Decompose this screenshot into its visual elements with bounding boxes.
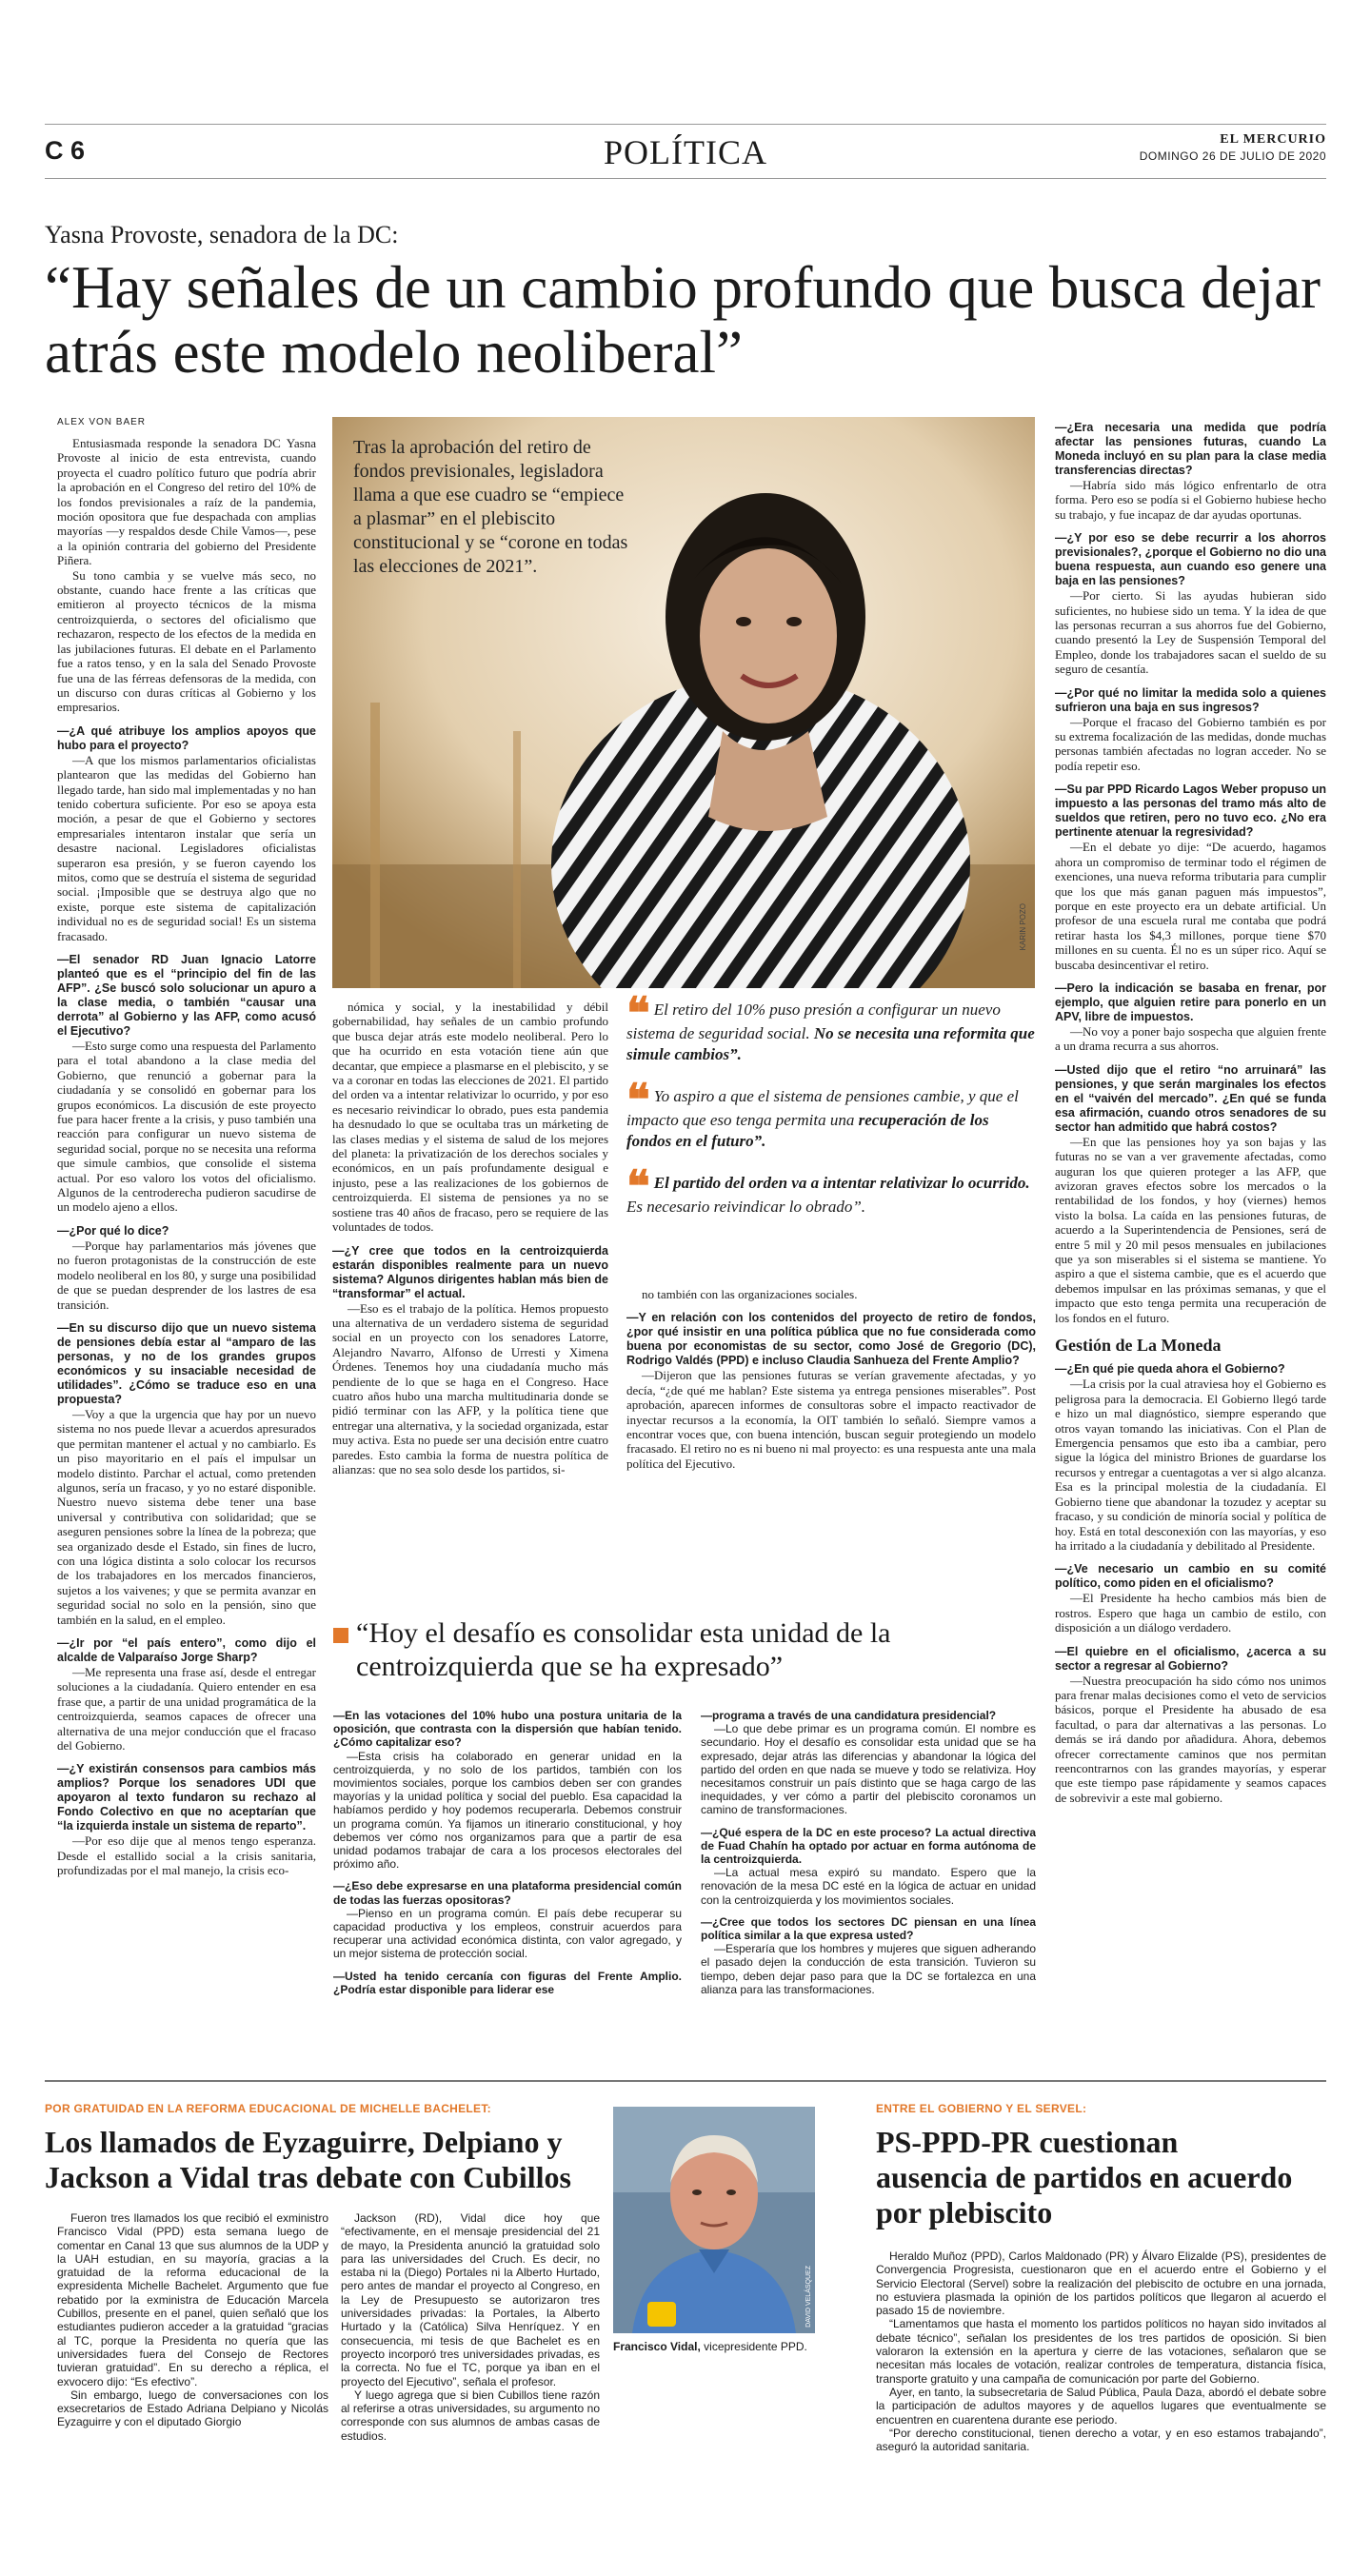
interview-answer: — El Presidente ha hecho cambios más bien de rostros. Espero que haga un cambio de estilo, con disposición a un diálogo verdadero. (1055, 1591, 1326, 1635)
caption-role: vicepresidente PPD. (700, 2340, 807, 2353)
interview-answer: — A que los mismos parlamentarios oficialistas plantearon que las medidas del Gobierno han llegado tarde, han sido mal implementadas y no han tenido cobertura suficiente. Por eso se apoya esta moción, a pesar de que el Gobierno y sectores empresariales intentaron instalar que sería un desastre nacional. Legisladores oficialistas superaron esa presión, y se fueron cayendo los mitos, como que se destruía el sistema de seguridad social. ¡Imposible que se destruya algo que no existe, porque este sistema de capitalización individual no es de seguridad social! Es un sistema fracasado. (57, 753, 316, 943)
interview-answer: — Esto surge como una respuesta del Parlamento para el total abandono a la clase media del Gobierno, que renunció a gobernar para la ciudadanía y se consolidó en gobernar para los grupos económicos. La discusión de este proyecto fue para hacer frente a la crisis, y puso también una reacción para configurar un nuevo sistema de seguridad social, porque no se necesita una reforma que simule cambios, que consolide el sistema actual. Por eso valoro los votos del oficialismo. Algunos de la centroderecha pudieron sacudirse de un modelo ajeno a ellos. (57, 1039, 316, 1215)
masthead (1140, 132, 1326, 163)
quote-mark-icon: ❝ (626, 1076, 650, 1124)
paragraph: Heraldo Muñoz (PPD), Carlos Maldonado (PR) y Álvaro Elizalde (PS), presidentes de Convergencia Progresista, cuestionaron que en el acuerdo entre el Gobierno y el Servicio Electoral (Servel) sobre la realización del plebiscito de octubre en una jornada, no estuviera plasmada la opinión de los partidos políticos que llegaron al acuerdo el pasado 15 de noviembre. (876, 2249, 1326, 2318)
interview-answer: — No voy a poner bajo sospecha que alguien frente a un drama recurra a sus ahorros. (1055, 1024, 1326, 1054)
interview-question: — ¿Ve necesario un cambio en su comité político, como piden en el oficialismo? (1055, 1562, 1326, 1591)
paragraph: Ayer, en tanto, la subsecretaria de Salud Pública, Paula Daza, abordó el debate sobre la participación de adultos mayores y de aquellos lugares que eventualmente se encuentren en cuarentena durante ese periodo. (876, 2385, 1326, 2427)
section-subheading: Gestión de La Moneda (1055, 1336, 1222, 1356)
plebiscite-story-headline: PS-PPD-PR cuestionan ausencia de partidos en acuerdo por plebiscito (876, 2125, 1293, 2229)
pull-quote (626, 1076, 1036, 1152)
sub-article-headline: “Hoy el desafío es consolidar esta unidad de la centroizquierda que se ha expresado” (356, 1617, 891, 1682)
caption-name: Francisco Vidal, (613, 2340, 701, 2353)
interview-question: — Usted ha tenido cercanía con figuras del Frente Amplio. ¿Podría estar disponible para liderar ese (333, 1970, 682, 1996)
interview-answer: — Por cierto. Si las ayudas hubieran sido suficientes, no hubiese sido un tema. Y la idea de que las personas recurran a sus ahorros fue del Gobierno, cuando presentó la Ley de Suspensión Temporal del Empleo, donde los trabajadores sacan el sueldo de su seguro de cesantía. (1055, 588, 1326, 676)
paragraph: nómica y social, y la inestabilidad y débil gobernabilidad, hay señales de un cambio profundo que busca dejar atrás este modelo neoliberal. Pero lo que ha ocurrido en esta votación tiene aún que decantar, que empiece a plasmarse en el plebiscito, y se va a coronar en todas las elecciones de 2021. El partido del orden va a intentar relativizar lo ocurrido, y por eso es necesario reivindicar lo obrado, pues esta pandemia ha desnudado lo que se ocultaba tras un márketing de las clases medias y el sistema de salud de los mejores del planeta: la privatización de los derechos sociales y económicos, en un país profundamente desigual e injusto, pese a las realizaciones de los gobiernos de centroizquierda. El sistema de pensiones ya no se sostiene tras 40 años de fracaso, pero se requiere de las voluntades de todos. (332, 1000, 608, 1235)
senator-photo (332, 417, 1035, 988)
vidal-story-headline: Los llamados de Eyzaguirre, Delpiano y Jackson a Vidal tras debate con Cubillos (45, 2125, 571, 2194)
vidal-story-column-1 (57, 2211, 328, 2564)
interview-answer: — En que las pensiones hoy ya son bajas y las futuras no se van a ver gravemente afectadas, como auguran los que quieren proteger a las AFP, que avizoran graves efectos sobre los mercados o la rentabilidad de los fondos, y hoy (viernes) hemos visto la bolsa. La caída en las pensiones futuras, de acuerdo a la Superintendencia de Pensiones, será de entre 5 mil y 20 mil pesos mensuales en jubilaciones que ya son miserables si el sistema se mantiene. Yo aspiro a que el sistema cambie, que es el acuerdo que debemos impulsar en las próximas semanas, y que el impacto que esto tenga permita una recuperación de los fondos en el futuro. (1055, 1135, 1326, 1325)
interview-question: — ¿A qué atribuye los amplios apoyos que hubo para el proyecto? (57, 724, 316, 753)
issue-date: DOMINGO 26 DE JULIO DE 2020 (1139, 149, 1326, 163)
paragraph: Y luego agrega que si bien Cubillos tiene razón al referirse a otras universidades, su argumento no corresponde con sus alumnos de ambas casas de estudios. (341, 2388, 600, 2443)
interview-answer: — Esta crisis ha colaborado en generar unidad en la centroizquierda, y no solo de los partidos, también con los movimientos sociales, porque los cambios deben ser con grandes mayorías y la unidad política y social del pueblo. Esa capacidad la habíamos perdido y hoy podemos recuperarla. Debemos construir un programa común. Ya fijamos un itinerario constitucional, y hoy debemos ver cómo nos organizamos para que a partir de esa unidad podamos trabajar de cara a los procesos electorales del próximo año. (333, 1750, 682, 1872)
interview-question: — En las votaciones del 10% hubo una postura unitaria de la oposición, que contrasta con la dispersión que habían tenido. ¿Cómo capitalizar eso? (333, 1709, 682, 1750)
pull-quote (626, 989, 1036, 1065)
interview-question: — El quiebre en el oficialismo, ¿acerca a su sector a regresar al Gobierno? (1055, 1645, 1326, 1674)
interview-question: — ¿En qué pie queda ahora el Gobierno? (1055, 1362, 1326, 1377)
interview-question: — ¿Por qué lo dice? (57, 1224, 316, 1238)
byline: ALEX VON BAER (57, 417, 147, 427)
interview-question: — ¿Y por eso se debe recurrir a los ahorros previsionales?, ¿porque el Gobierno no dio una buena respuesta, aun cuando eso genere una baja en las pensiones? (1055, 531, 1326, 588)
interview-question: — En su discurso dijo que un nuevo sistema de pensiones debía estar al “amparo de las personas, y no de los grandes grupos económicos y su insaciable necesidad de utilidades”. ¿Cómo se traduce eso en una propuesta? (57, 1321, 316, 1407)
interview-question: — ¿Ir por “el país entero”, como dijo el alcalde de Valparaíso Jorge Sharp? (57, 1636, 316, 1665)
interview-question: — El senador RD Juan Ignacio Latorre planteó que es el “principio del fin de las AFP”. ¿Se buscó solo solucionar un apuro a la clase media, o también “causar una derrota” al Gobierno y las AFP, como acusó el Ejecutivo? (57, 953, 316, 1039)
interview-question: — Pero la indicación se basaba en frenar, por ejemplo, que alguien retire para ponerlo en un APV, libre de impuestos. (1055, 981, 1326, 1024)
interview-question: — ¿Por qué no limitar la medida solo a quienes sufrieron una baja en sus ingresos? (1055, 686, 1326, 715)
paragraph: Entusiasmada responde la senadora DC Yasna Provoste al inicio de esta entrevista, cuando proyecta el cuadro político futuro que podría abrir la aprobación en el Congreso del retiro del 10% de los fondos previsionales a raíz de la pandemia, moción opositora que fue despachada con amplias mayorías —y respaldos desde Chile Vamos—, pese a la opinión contraria del gobierno del Presidente Piñera. (57, 436, 316, 568)
interview-question: — ¿Y cree que todos en la centroizquierda estarán disponibles realmente para un nuevo sistema? Algunos dirigentes hablan más bien de “transformar” el actual. (332, 1244, 608, 1301)
interview-answer: — La actual mesa expiró su mandato. Espero que la renovación de la mesa DC esté en la lógica de actuar en unidad con la centroizquierda y los movimientos sociales. (701, 1866, 1036, 1907)
interview-answer: — Eso es el trabajo de la política. Hemos propuesto una alternativa de un verdadero sistema de seguridad social en un proyecto con los senadores Latorre, Alejandro Navarro, Alfonso de Urresti y Ximena Órdenes. Tenemos hoy una ciudadanía mucho más pendiente de lo que se haga en el Congreso. Hace cuatro años hubo una marcha multitudinaria donde se pidió terminar con las AFP, y la política tiene que entregar una alternativa, y la sociedad organizada, estar muy activa. Esta no puede ser una decisión entre cuatro paredes. Esto cambia la forma de nuestra política de alianzas: que no sea solo desde los partidos, si- (332, 1301, 608, 1477)
pull-quote-text: Es necesario reivindicar lo obrado”. (626, 1198, 866, 1216)
article-kicker: Yasna Provoste, senadora de la DC: (45, 221, 399, 248)
plebiscite-story-body (876, 2249, 1326, 2564)
interview-question: — programa a través de una candidatura presidencial? (701, 1709, 1036, 1722)
interview-question: — ¿Era necesaria una medida que podría afectar las pensiones futuras, cuando La Moneda incluyó en su plan para la clase media transferencias directas? (1055, 421, 1326, 478)
vidal-story-column-2 (341, 2211, 600, 2564)
article-column-4 (1055, 411, 1326, 2030)
paragraph: Jackson (RD), Vidal dice hoy que “efectivamente, en el mensaje presidencial del 21 de mayo, la Presidenta anunció la gratuidad solo para las universidades del Cruch. Es decir, no estaba ni la (Diego) Portales ni la Alberto Hurtado, pero antes de mandar el proyecto al Congreso, en la Ley de Presupuesto se autorizaron tres universidades privadas: la Portales, la Alberto Hurtado y la (Católica) Silva Henríquez. Y en consecuencia, mi tesis de que Bachelet es en proyecto incorporó tres universidades privadas, es la correcta. No fue el TC, porque ya iban en el proyecto del Ejecutivo”, señala el profesor. (341, 2211, 600, 2388)
plebiscite-story-kicker: ENTRE EL GOBIERNO Y EL SERVEL: (876, 2102, 1087, 2115)
interview-answer: — Pienso en un programa común. El país debe recuperar su capacidad productiva y los empleos, construir acuerdos para recuperar una actividad económica distinta, con valor agregado, y un mejor sistema de protección social. (333, 1907, 682, 1961)
interview-question: — ¿Eso debe expresarse en una plataforma presidencial común de todas las fuerzas opositoras? (333, 1879, 682, 1906)
interview-answer: — Porque el fracaso del Gobierno también es por su extrema focalización de las medidas, donde muchas personas también afectadas no logran acceder. No se podía repetir eso. (1055, 715, 1326, 774)
photo-credit: KARIN POZO (1019, 902, 1027, 950)
photo-overlay-text: Tras la aprobación del retiro de fondos previsionales, legisladora llama a que ese cuadro se “empiece a plasmar” en el plebiscito constitucional y se “corone en todas las elecciones de 2021”. (353, 437, 628, 577)
subhead-marker (333, 1628, 348, 1643)
pull-quote-emphasis: No se necesita una reformita que simule cambios”. (626, 1024, 1035, 1063)
interview-answer: — Voy a que la urgencia que hay por un nuevo sistema no nos puede llevar a acuerdos apresurados que permitan mantener el actual y no cambiarlo. Es un piso mayoritario en el país el impulsar un modelo distinto. Parchar el actual, como pretenden algunos, sería un fracaso, y yo no estaré disponible. Nuestro nuevo sistema debe tener una base universal y contributiva con solidaridad; que se aseguren pensiones sobre la línea de la pobreza; que sea organizado desde el Estado, sin fines de lucro, con una lógica distinta a solo colocar los recursos de los trabajadores en los mercados financieros, sujetos a los vaivenes; y que se permita avanzar en seguridad social no solo en la pensión, sino que también en la salud, en el empleo. (57, 1407, 316, 1627)
pull-quote-text: Yo aspiro a que el sistema de pensiones cambie, y que el impacto que eso tenga permita una (626, 1087, 1019, 1129)
pull-quote-emphasis: recuperación de los fondos en el futuro”. (626, 1111, 989, 1150)
quote-mark-icon: ❝ (626, 1162, 650, 1211)
article-column-2 (332, 1000, 608, 1590)
article-column-3 (626, 1287, 1036, 1592)
page-header (45, 124, 1326, 179)
interview-answer: — Me representa una frase así, desde el entregar soluciones a la ciudadanía. Quiero entender en esa frase que, a partir de una unidad programática de la centroizquierda, seamos capaces de ofrecer una alternativa de una mejor conducción que el fracaso del Gobierno. (57, 1665, 316, 1753)
interview-answer: — La crisis por la cual atraviesa hoy el Gobierno es peligrosa para la democracia. El Gobierno llegó tarde e hizo un mal diagnóstico, siempre esperando que otros vayan tomando las iniciativas. Con el Plan de Emergencia pensamos que esto iba a cambiar, pero sigue la lógica del ministro Briones de guardarse los recursos y entregar a cuentagotas a ver si algo alcanza. Esa es la principal molestia de la ciudadanía. El Gobierno tiene que abandonar la tozudez y aceptar su fracaso, y su condición de minoría social y política de hoy. Está en total desconexión con las mayorías, y eso ha irritado a la ciudadanía y debilitado al Presidente. (1055, 1377, 1326, 1553)
sub-article-column-2 (701, 1700, 1036, 2043)
paragraph: Su tono cambia y se vuelve más seco, no obstante, cuando hace frente a las críticas que emitieron al proyecto técnicos de la misma centroizquierda, o sectores del oficialismo que rechazaron, respecto de los efectos de la medida en las jubilaciones futuras. El debate en el Parlamento fue a ratos tenso, y en la sala del Senado Provoste fue una de las férreas defensoras de la medida, con un discurso con duras críticas al Gobierno y los empresarios. (57, 567, 316, 715)
vidal-photo-credit: DAVID VELÁSQUEZ (805, 2266, 812, 2328)
interview-answer: — Dijeron que las pensiones futuras se verían gravemente afectadas, y yo decía, “¿de qué me hablan? Este sistema ya entrega pensiones miserables”. Post aprobación, aparecen informes de consultoras sobre el impacto reactivador de inyectar recursos a la economía, la OIT también lo señaló. Siempre vamos a encontrar voces que, con buena intención, buscan seguir protegiendo un modelo fracasado. El retiro no es ni bueno ni mal proyecto: es una respuesta ante una mala política del Ejecutivo. (626, 1368, 1036, 1471)
pull-quotes (626, 989, 1036, 1238)
interview-question: — ¿Qué espera de la DC en este proceso? La actual directiva de Fuad Chahín ha optado por actuar en forma autónoma de la centroizquierda. (701, 1826, 1036, 1867)
article-headline: “Hay señales de un cambio profundo que busca dejar atrás este modelo neoliberal” (45, 254, 1321, 386)
pull-quote-text: El retiro del 10% puso presión a configurar un nuevo sistema de seguridad social. (626, 1001, 1001, 1042)
pull-quote (626, 1162, 1036, 1218)
interview-question: — ¿Y existirán consensos para cambios más amplios? Porque los senadores UDI que apoyaron al texto fundaron su rechazo al Fondo Colectivo en que no aceptarían que “la izquierda instale un sistema de reparto”. (57, 1762, 316, 1833)
paragraph: “Por derecho constitucional, tienen derecho a votar, y en eso estamos trabajando”, aseguró la autoridad sanitaria. (876, 2426, 1326, 2454)
quote-mark-icon: ❝ (626, 989, 650, 1038)
interview-answer: — Porque hay parlamentarios más jóvenes que no fueron protagonistas de la construcción de este modelo neoliberal en los 80, y surge una posibilidad de que se puedan desprender de los lastres de esa transición. (57, 1238, 316, 1312)
interview-answer: — En el debate yo dije: “De acuerdo, hagamos ahora un compromiso de terminar todo el régimen de exenciones, una nueva reforma tributaria para cumplir que los que más ganan paguen más impuestos”, porque en este proyecto era un debate artificial. Un profesor de una escuela rural me contaba que podrá retirar hasta los $4,3 millones, porque tiene $70 millones en su cuenta. Él no es un súper rico. Aquí se buscaba desincentivar el retiro. (1055, 840, 1326, 972)
vidal-photo (613, 2107, 815, 2333)
pull-quote-emphasis: El partido del orden va a intentar relativizar lo ocurrido. (653, 1174, 1030, 1192)
newspaper-name: EL MERCURIO (1220, 132, 1326, 147)
section-divider (45, 2080, 1326, 2082)
vidal-portrait-illustration (613, 2107, 815, 2333)
interview-answer: — Habría sido más lógico enfrentarlo de otra forma. Pero eso se podía si el Gobierno hubiese hecho su trabajo, y fue incapaz de dar ayudas oportunas. (1055, 478, 1326, 522)
interview-question: — Usted dijo que el retiro “no arruinará” las pensiones, y que serán marginales los efectos en el “vaivén del mercado”. ¿En qué se funda esa afirmación, cuando otros senadores de su sector han admitido que habrá costos? (1055, 1063, 1326, 1135)
sub-article-column-1 (333, 1700, 682, 2043)
interview-answer: — Esperaría que los hombres y mujeres que siguen adherando el pasado dejen la conducción de esta transición. Tuvieron su tiempo, deben dejar paso para que la DC se fortalezca en una alianza para las transformaciones. (701, 1942, 1036, 1996)
interview-question: — ¿Cree que todos los sectores DC piensan en una línea política similar a la que expresa usted? (701, 1915, 1036, 1942)
interview-answer: — Nuestra preocupación ha sido cómo nos unimos para frenar malas decisiones como el veto de servicios básicos, porque el Presidente ha abusado de esa facultad, o para dar alternativas a las personas. Lo demás se irá dando por añadidura. Ahora, debemos ofrecer correctamente caminos que nos permitan reencontrarnos con las grandes mayorías, y esperar que este tiempo pase rápidamente y seamos capaces de sobrevivir a este mal gobierno. (1055, 1674, 1326, 1806)
page-number: C 6 (45, 136, 86, 165)
interview-answer: — Lo que debe primar es un programa común. El nombre es secundario. Hoy el desafío es consolidar esta unidad que se ha expresado, dejar atrás las diferencias y abandonar la lógica del partido del orden en que nada se mueve y todo se relativiza. Hoy necesitamos construir un país distinto que se haga cargo de las inequidades, y ver cómo a partir del plebiscito coronamos un camino de transformaciones. (701, 1722, 1036, 1816)
paragraph: no también con las organizaciones sociales. (642, 1287, 858, 1301)
section-name: POLÍTICA (604, 133, 767, 171)
interview-answer: — Por eso dije que al menos tengo esperanza. Desde el estallido social a la crisis sanitaria, profundizadas por el mal manejo, la crisis eco- (57, 1833, 316, 1877)
interview-question: — Y en relación con los contenidos del proyecto de retiro de fondos, ¿por qué insistir en una política pública que no fue considerada como buena por economistas de su sector, como José de Gregorio (DC), Rodrigo Valdés (PPD) e incluso Claudia Sanhueza del Frente Amplio? (626, 1311, 1036, 1368)
paragraph: Sin embargo, luego de conversaciones con los exsecretarios de Estado Adriana Delpiano y Nicolás Eyzaguirre y con el diputado Giorgio (57, 2388, 328, 2429)
vidal-photo-caption (613, 2340, 807, 2353)
paragraph: “Lamentamos que hasta el momento los partidos políticos no hayan sido invitados al debate técnico”, señalan los presidentes de los tres partidos de oposición. Si bien valoraron la extensión en la apertura y cierre de las votaciones, señalaron que se necesitan más locales de votación, realizar controles de temperatura, distancia física, transporte gratuito y una campaña de comunicación por parte del Gobierno. (876, 2317, 1326, 2386)
article-column-1 (57, 436, 316, 1973)
vidal-story-kicker: POR GRATUIDAD EN LA REFORMA EDUCACIONAL DE MICHELLE BACHELET: (45, 2102, 491, 2115)
paragraph: Fueron tres llamados los que recibió el exministro Francisco Vidal (PPD) esta semana luego de comentar en Canal 13 que sus alumnos de la UDP y la UAH estudian, en su mayoría, gracias a la gratuidad de la reforma educacional de la expresidenta Michelle Bachelet. Argumento que fue rebatido por la exministra de Educación Marcela Cubillos, presente en el panel, quien señaló que los estudiantes pudieron acceder a la gratuidad “gracias al TC, porque la Presidenta no quería que las universidades fuera del Consejo de Rectores tuvieran gratuidad”. En su derecho a réplica, el exvocero dijo: “Es efectivo”. (57, 2211, 328, 2388)
interview-question: — Su par PPD Ricardo Lagos Weber propuso un impuesto a las personas del tramo más alto de sueldos que retiren, pero no tuvo eco. ¿No era pertinente atenuar la regresividad? (1055, 783, 1326, 840)
